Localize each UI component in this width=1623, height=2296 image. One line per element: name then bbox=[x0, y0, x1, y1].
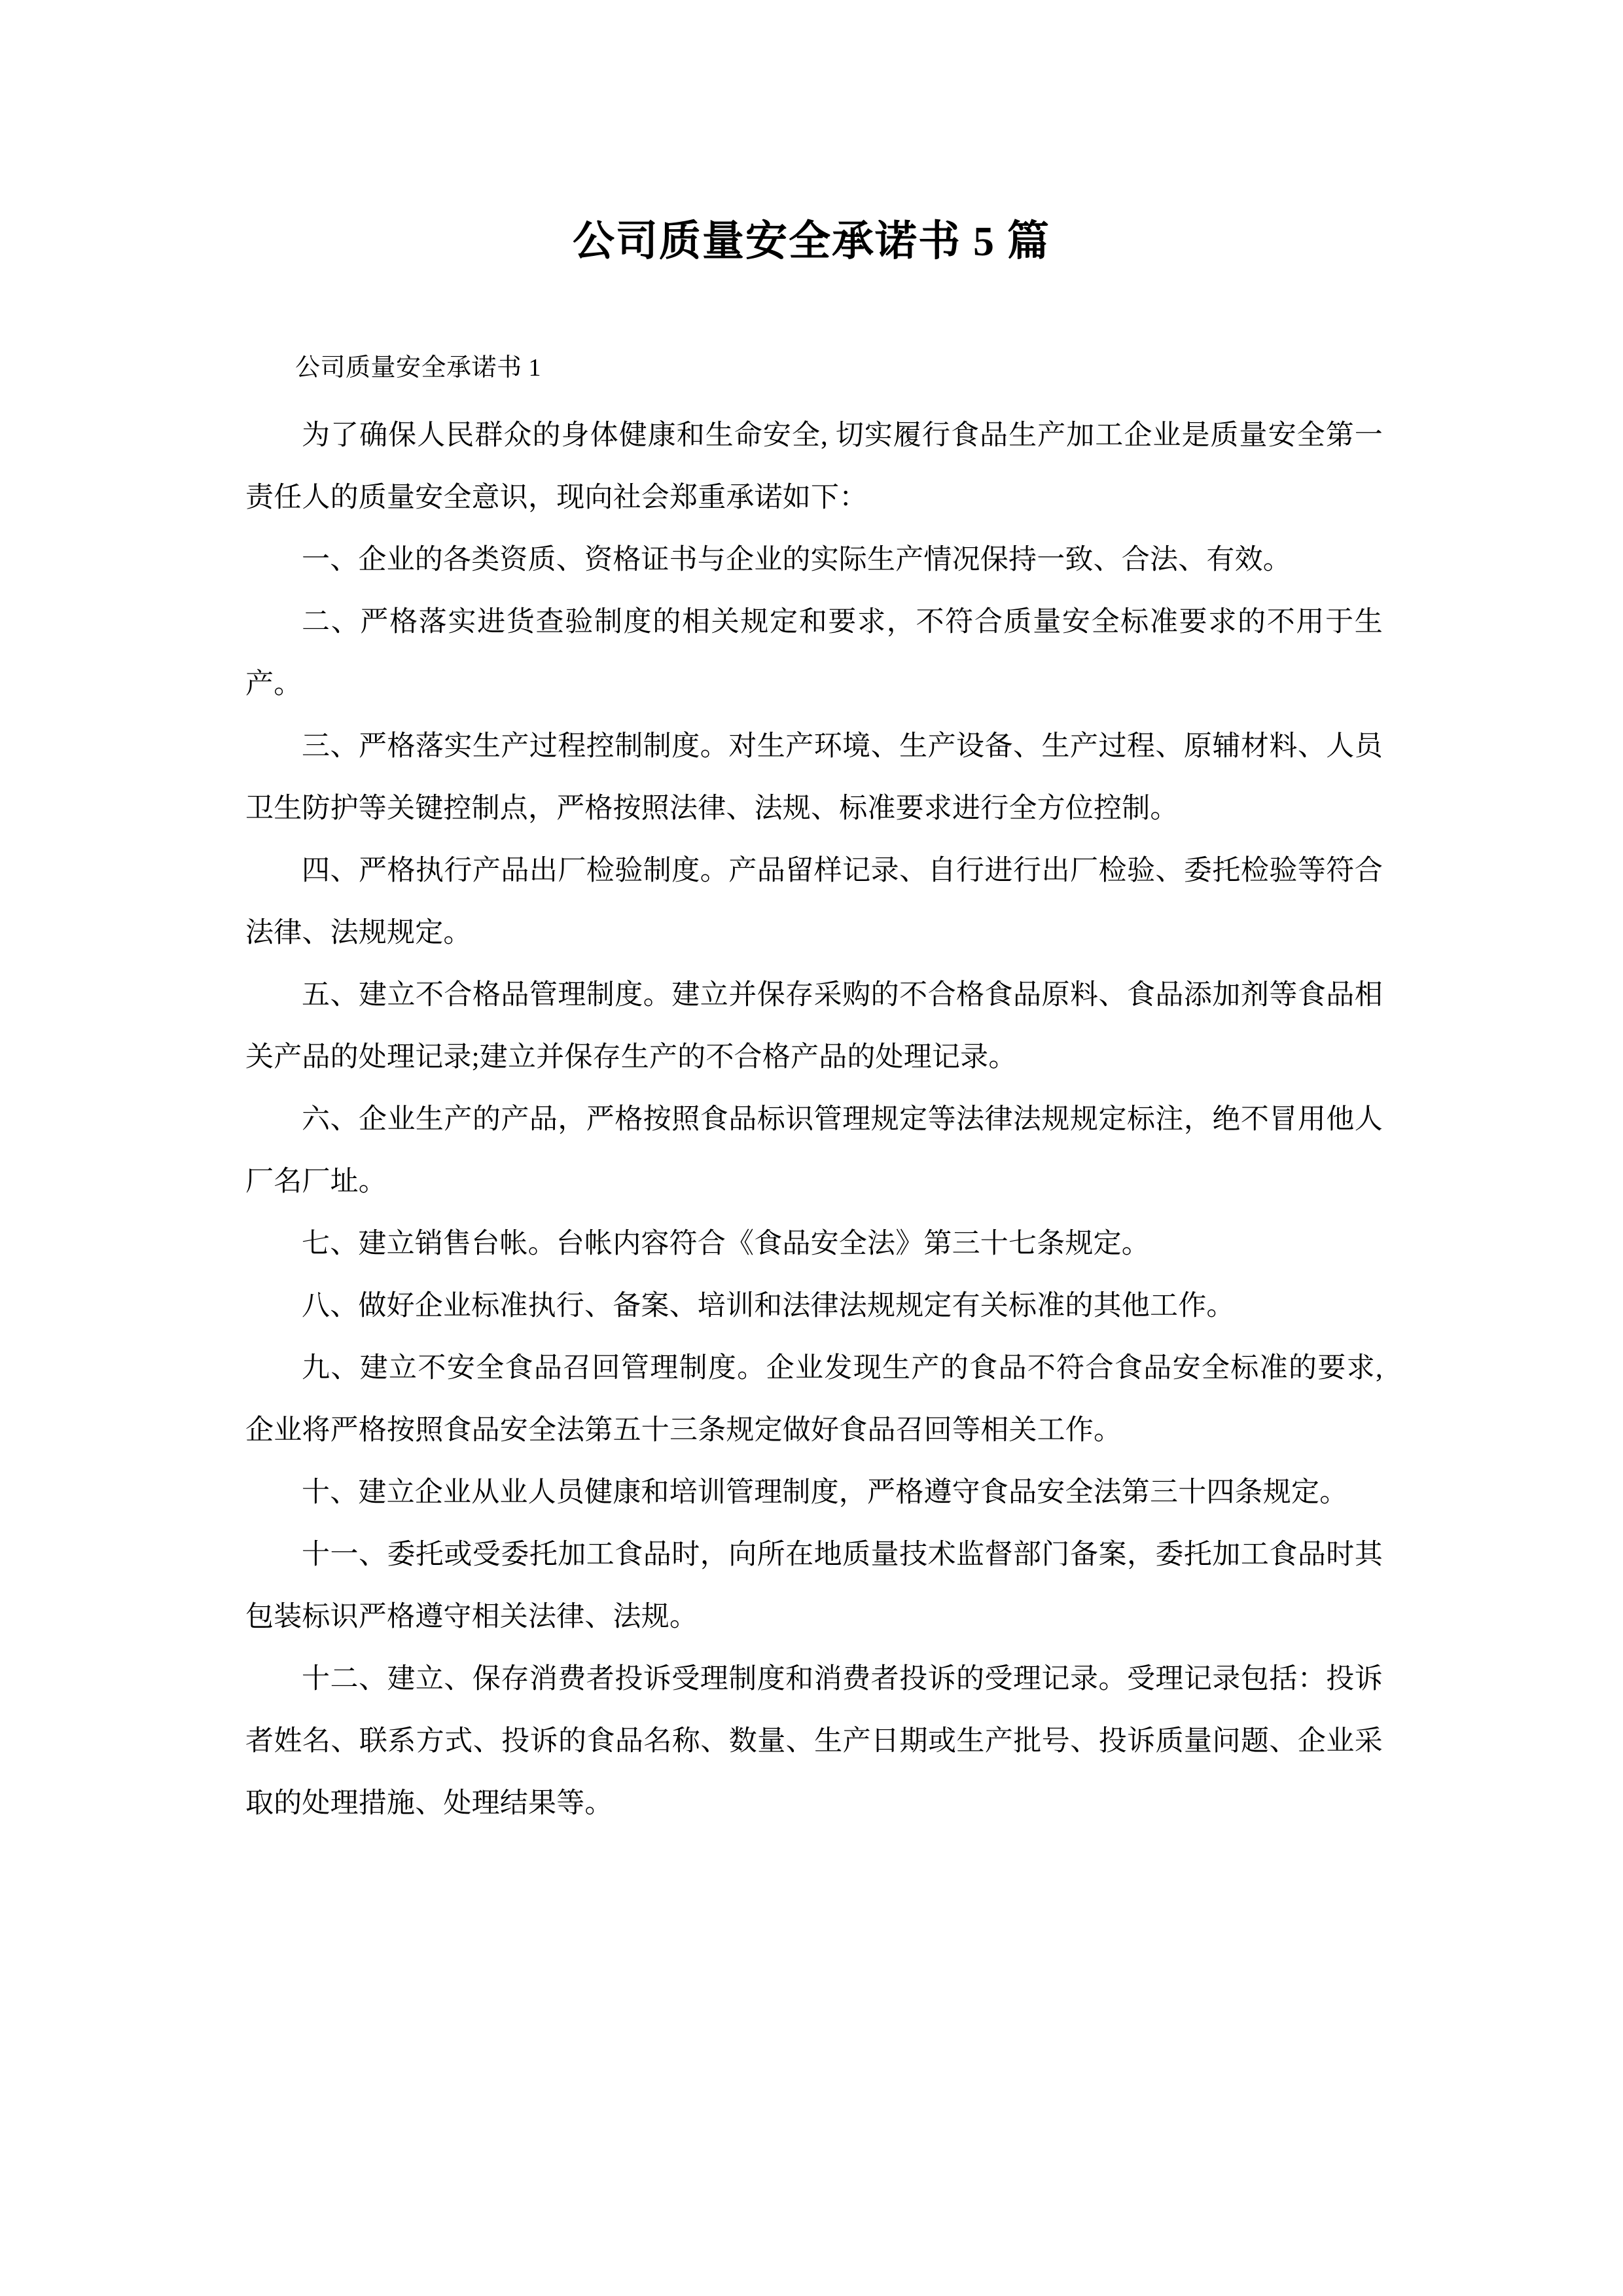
page-title: 公司质量安全承诺书 5 篇 bbox=[573, 217, 1050, 264]
paragraph-item-7: 七、建立销售台帐。台帐内容符合《食品安全法》第三十七条规定。 bbox=[302, 1229, 1150, 1259]
paragraph-item-10: 十、建立企业从业人员健康和培训管理制度，严格遵守食品安全法第三十四条规定。 bbox=[302, 1477, 1348, 1508]
paragraph-item-9: 九、建立不安全食品召回管理制度。企业发现生产的食品不符合食品安全标准的要求,企业将严格按照食品安全法第五十三条规定做好食品召回等相关工作。 bbox=[245, 1353, 1383, 1446]
paragraph-item-3: 三、严格落实生产过程控制制度。对生产环境、生产设备、生产过程、原辅材料、人员卫生防护等关键控制点，严格按照法律、法规、标准要求进行全方位控制。 bbox=[245, 731, 1383, 824]
paragraph-item-2: 二、严格落实进货查验制度的相关规定和要求，不符合质量安全标准要求的不用于生产。 bbox=[245, 607, 1383, 700]
section-subheading: 公司质量安全承诺书 1 bbox=[295, 354, 542, 382]
paragraph-intro: 为了确保人民群众的身体健康和生命安全, 切实履行食品生产加工企业是质量安全第一责任人的质量安全意识，现向社会郑重承诺如下： bbox=[245, 420, 1383, 513]
paragraph-item-5: 五、建立不合格品管理制度。建立并保存采购的不合格食品原料、食品添加剂等食品相关产品的处理记录;建立并保存生产的不合格产品的处理记录。 bbox=[245, 980, 1383, 1073]
paragraph-item-8: 八、做好企业标准执行、备案、培训和法律法规规定有关标准的其他工作。 bbox=[302, 1291, 1235, 1321]
paragraph-item-4: 四、严格执行产品出厂检验制度。产品留样记录、自行进行出厂检验、委托检验等符合法律、法规规定。 bbox=[245, 855, 1383, 948]
paragraph-item-6: 六、企业生产的产品，严格按照食品标识管理规定等法律法规规定标注，绝不冒用他人厂名厂址。 bbox=[245, 1104, 1383, 1197]
paragraph-item-11: 十一、委托或受委托加工食品时，向所在地质量技术监督部门备案，委托加工食品时其包装标识严格遵守相关法律、法规。 bbox=[245, 1539, 1383, 1632]
paragraph-item-1: 一、企业的各类资质、资格证书与企业的实际生产情况保持一致、合法、有效。 bbox=[302, 545, 1291, 575]
paragraph-item-12: 十二、建立、保存消费者投诉受理制度和消费者投诉的受理记录。受理记录包括：投诉者姓名、联系方式、投诉的食品名称、数量、生产日期或生产批号、投诉质量问题、企业采取的处理措施、处理结果等。 bbox=[245, 1664, 1383, 1819]
document-body bbox=[245, 337, 1383, 1835]
